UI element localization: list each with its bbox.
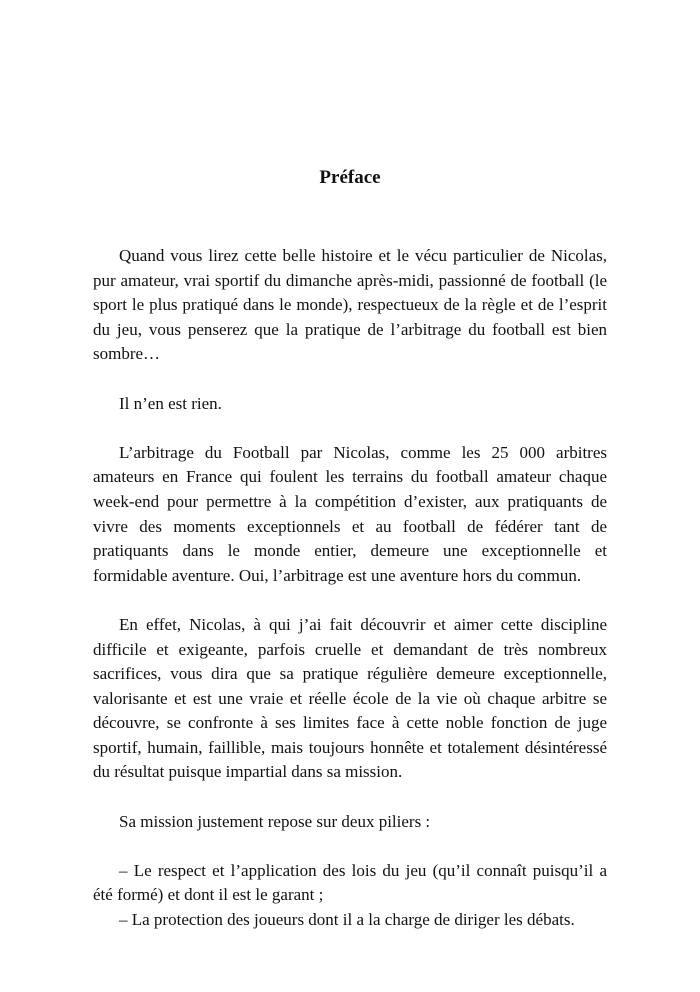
page-title: Préface [319,167,381,188]
paragraph-1: Quand vous lirez cette belle histoire et le vécu particulier de Nicolas, pur amateur, vrai sportif du dimanche après-midi, passionné de football (le sport le plus pratiqué dans le monde), respectueux de la règle et de l’esprit du jeu, vous penserez que la pratique de l’arbitrage du football est bien sombre… [93,246,607,364]
paragraph-4: En effet, Nicolas, à qui j’ai fait découvrir et aimer cette discipline difficile et exigeante, parfois cruelle et demandant de très nombreux sacrifices, vous dira que sa pratique régulière demeure exceptionnelle, valorisante et est une vraie et réelle école de la vie où chaque arbitre se découvre, se confronte à ses limites face à cette noble fonction de juge sportif, humain, faillible, mais toujours honnête et totalement désintéressé du résultat puisque impartial dans sa mission. [93,614,607,782]
preface-body [93,244,607,933]
paragraph-5: Sa mission justement repose sur deux piliers : [119,811,431,831]
paragraph-3: L’arbitrage du Football par Nicolas, comme les 25 000 arbitres amateurs en France qui foulent les terrains du football amateur chaque week-end pour permettre à la compétition d’exister, aux pratiquants de vivre des moments exceptionnels et au football de fédérer tant de pratiquants dans le monde entier, demeure une exceptionnelle et formidable aventure. Oui, l’arbitrage est une aventure hors du commun. [93,442,607,585]
list-item: – Le respect et l’application des lois du jeu (qu’il connaît puisqu’il a été formé) et dont il est le garant ; [93,860,607,905]
list-item: – La protection des joueurs dont il a la charge de diriger les débats. [119,910,575,930]
paragraph-2: Il n’en est rien. [119,393,222,413]
